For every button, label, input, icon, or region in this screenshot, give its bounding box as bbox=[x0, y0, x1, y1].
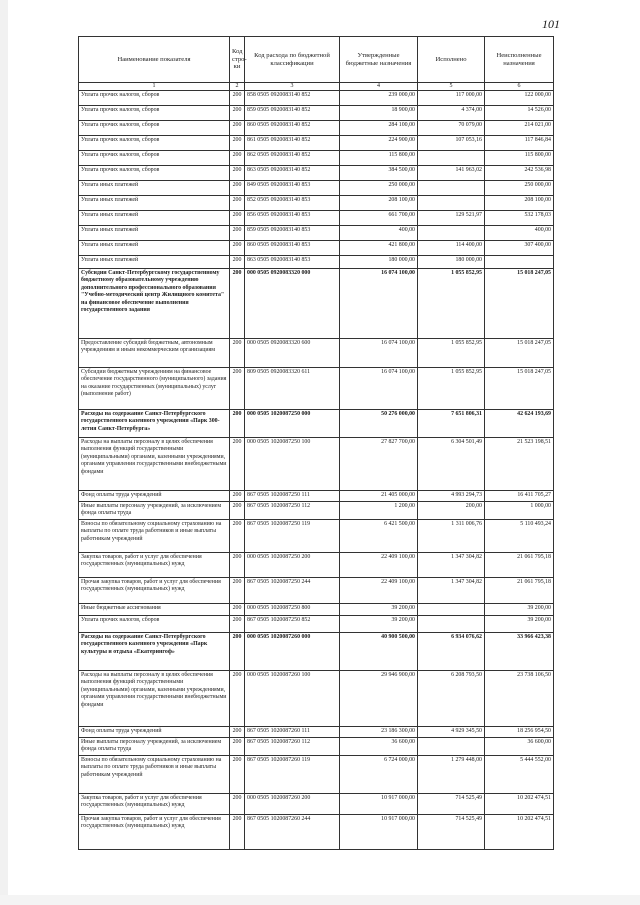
approved-amount-cell: 239 000,00 bbox=[340, 91, 418, 106]
approved-amount-cell: 208 100,00 bbox=[340, 196, 418, 211]
executed-amount-cell: 107 053,16 bbox=[418, 136, 485, 151]
indicator-name-cell: Иные бюджетные ассигнования bbox=[79, 604, 230, 616]
budget-code-cell: 867 0505 1020087260 112 bbox=[245, 738, 340, 756]
line-code-cell: 200 bbox=[230, 269, 245, 339]
table-row bbox=[79, 121, 554, 136]
approved-amount-cell: 29 946 900,00 bbox=[340, 671, 418, 727]
line-code-cell: 200 bbox=[230, 91, 245, 106]
line-code-cell: 200 bbox=[230, 151, 245, 166]
line-code-cell: 200 bbox=[230, 604, 245, 616]
budget-code-cell: 000 0505 1020087250 000 bbox=[245, 410, 340, 438]
page-number: 101 bbox=[542, 17, 560, 31]
budget-code-cell: 863 0505 0920083140 853 bbox=[245, 256, 340, 269]
table-row bbox=[79, 166, 554, 181]
executed-amount-cell bbox=[418, 226, 485, 241]
table-row bbox=[79, 727, 554, 738]
executed-amount-cell: 117 000,00 bbox=[418, 91, 485, 106]
indicator-name-cell: Уплата иных платежей bbox=[79, 181, 230, 196]
table-row bbox=[79, 211, 554, 226]
budget-code-cell: 867 0505 1020087250 244 bbox=[245, 578, 340, 604]
budget-code-cell: 867 0505 1020087250 112 bbox=[245, 502, 340, 520]
executed-amount-cell: 1 055 852,95 bbox=[418, 269, 485, 339]
indicator-name-cell: Субсидии Санкт-Петербургскому государственному бюджетному образовательному учреждению дополнительного профессионального образования "Учебно-методический центр Жилищного комитета" на финансовое обеспечение выполнения государственного задания bbox=[79, 269, 230, 339]
remaining-amount-cell: 18 256 954,50 bbox=[485, 727, 554, 738]
table-row bbox=[79, 502, 554, 520]
indicator-name-cell: Закупка товаров, работ и услуг для обеспечения государственных (муниципальных) нужд bbox=[79, 553, 230, 578]
indicator-name-cell: Субсидии бюджетным учреждениям на финансовое обеспечение государственного (муниципального) задания на оказание государственных (муниципальных) услуг (выполнение работ) bbox=[79, 368, 230, 410]
indicator-name-cell: Уплата иных платежей bbox=[79, 256, 230, 269]
executed-amount-cell bbox=[418, 196, 485, 211]
indicator-name-cell: Уплата иных платежей bbox=[79, 226, 230, 241]
approved-amount-cell: 27 827 700,00 bbox=[340, 438, 418, 491]
indicator-name-cell: Уплата прочих налогов, сборов bbox=[79, 121, 230, 136]
indicator-name-cell: Уплата прочих налогов, сборов bbox=[79, 166, 230, 181]
line-code-cell: 200 bbox=[230, 755, 245, 793]
budget-code-cell: 000 0505 0920083320 000 bbox=[245, 269, 340, 339]
table-row bbox=[79, 633, 554, 671]
indicator-name-cell: Фонд оплаты труда учреждений bbox=[79, 491, 230, 502]
approved-amount-cell: 36 600,00 bbox=[340, 738, 418, 756]
column-number: 1 bbox=[79, 83, 230, 91]
remaining-amount-cell: 21 523 198,51 bbox=[485, 438, 554, 491]
budget-execution-table bbox=[78, 36, 554, 850]
indicator-name-cell: Расходы на выплаты персоналу в целях обеспечения выполнения функций государственными (муниципальными) органами, казенными учреждениями, органами управления государственными внебюджетными фондами bbox=[79, 671, 230, 727]
remaining-amount-cell: 14 526,00 bbox=[485, 106, 554, 121]
table-row bbox=[79, 738, 554, 756]
remaining-amount-cell: 208 100,00 bbox=[485, 196, 554, 211]
line-code-cell: 200 bbox=[230, 226, 245, 241]
indicator-name-cell: Взносы по обязательному социальному страхованию на выплаты по оплате труда работников и иные выплаты работникам учреждений bbox=[79, 520, 230, 553]
table-row bbox=[79, 438, 554, 491]
line-code-cell: 200 bbox=[230, 502, 245, 520]
budget-code-cell: 862 0505 0920083140 852 bbox=[245, 151, 340, 166]
remaining-amount-cell: 15 018 247,05 bbox=[485, 269, 554, 339]
approved-amount-cell: 384 500,00 bbox=[340, 166, 418, 181]
budget-code-cell: 863 0505 0920083140 852 bbox=[245, 166, 340, 181]
line-code-cell: 200 bbox=[230, 671, 245, 727]
executed-amount-cell bbox=[418, 616, 485, 633]
approved-amount-cell: 421 800,00 bbox=[340, 241, 418, 256]
indicator-name-cell: Уплата иных платежей bbox=[79, 241, 230, 256]
remaining-amount-cell bbox=[485, 256, 554, 269]
remaining-amount-cell: 16 411 705,27 bbox=[485, 491, 554, 502]
line-code-cell: 200 bbox=[230, 241, 245, 256]
remaining-amount-cell: 36 600,00 bbox=[485, 738, 554, 756]
indicator-name-cell: Расходы на содержание Санкт-Петербургского государственного казенного учреждения «Парк 300-летия Санкт-Петербурга» bbox=[79, 410, 230, 438]
remaining-amount-cell: 15 018 247,05 bbox=[485, 339, 554, 368]
indicator-name-cell: Уплата прочих налогов, сборов bbox=[79, 151, 230, 166]
table-body bbox=[79, 91, 554, 850]
line-code-cell: 200 bbox=[230, 520, 245, 553]
budget-code-cell: 000 0505 0920083320 600 bbox=[245, 339, 340, 368]
budget-code-cell: 859 0505 0920083140 852 bbox=[245, 106, 340, 121]
table-row bbox=[79, 604, 554, 616]
approved-amount-cell: 1 200,00 bbox=[340, 502, 418, 520]
approved-amount-cell: 22 409 100,00 bbox=[340, 578, 418, 604]
header-name: Наименование показателя bbox=[79, 37, 230, 83]
table-header-row bbox=[79, 37, 554, 83]
indicator-name-cell: Предоставление субсидий бюджетным, автономным учреждениям и иным некоммерческим организациям bbox=[79, 339, 230, 368]
remaining-amount-cell: 21 061 795,18 bbox=[485, 553, 554, 578]
line-code-cell: 200 bbox=[230, 578, 245, 604]
approved-amount-cell: 6 724 000,00 bbox=[340, 755, 418, 793]
header-executed: Исполнено bbox=[418, 37, 485, 83]
executed-amount-cell: 129 521,97 bbox=[418, 211, 485, 226]
executed-amount-cell: 1 311 006,76 bbox=[418, 520, 485, 553]
budget-code-cell: 859 0505 0920083140 853 bbox=[245, 226, 340, 241]
approved-amount-cell: 39 200,00 bbox=[340, 604, 418, 616]
line-code-cell: 200 bbox=[230, 553, 245, 578]
executed-amount-cell: 180 000,00 bbox=[418, 256, 485, 269]
header-remaining: Неисполненные назначения bbox=[485, 37, 554, 83]
executed-amount-cell: 4 929 345,50 bbox=[418, 727, 485, 738]
line-code-cell: 200 bbox=[230, 410, 245, 438]
executed-amount-cell: 6 934 076,62 bbox=[418, 633, 485, 671]
executed-amount-cell: 6 208 793,50 bbox=[418, 671, 485, 727]
approved-amount-cell: 180 000,00 bbox=[340, 256, 418, 269]
budget-code-cell: 867 0505 1020087250 852 bbox=[245, 616, 340, 633]
remaining-amount-cell: 39 200,00 bbox=[485, 604, 554, 616]
remaining-amount-cell: 532 178,03 bbox=[485, 211, 554, 226]
table-row bbox=[79, 269, 554, 339]
executed-amount-cell: 1 347 304,82 bbox=[418, 578, 485, 604]
remaining-amount-cell: 115 800,00 bbox=[485, 151, 554, 166]
remaining-amount-cell: 33 966 423,38 bbox=[485, 633, 554, 671]
remaining-amount-cell: 5 110 493,24 bbox=[485, 520, 554, 553]
executed-amount-cell: 714 525,49 bbox=[418, 793, 485, 814]
line-code-cell: 200 bbox=[230, 738, 245, 756]
budget-code-cell: 852 0505 0920083140 853 bbox=[245, 196, 340, 211]
line-code-cell: 200 bbox=[230, 166, 245, 181]
line-code-cell: 200 bbox=[230, 196, 245, 211]
table-row bbox=[79, 578, 554, 604]
table-row bbox=[79, 814, 554, 849]
approved-amount-cell: 22 409 100,00 bbox=[340, 553, 418, 578]
executed-amount-cell bbox=[418, 738, 485, 756]
executed-amount-cell bbox=[418, 181, 485, 196]
remaining-amount-cell: 307 400,00 bbox=[485, 241, 554, 256]
line-code-cell: 200 bbox=[230, 136, 245, 151]
budget-code-cell: 861 0505 0920083140 852 bbox=[245, 136, 340, 151]
approved-amount-cell: 115 800,00 bbox=[340, 151, 418, 166]
remaining-amount-cell: 21 061 795,18 bbox=[485, 578, 554, 604]
line-code-cell: 200 bbox=[230, 339, 245, 368]
table-row bbox=[79, 241, 554, 256]
line-code-cell: 200 bbox=[230, 814, 245, 849]
indicator-name-cell: Прочая закупка товаров, работ и услуг для обеспечения государственных (муниципальных) нужд bbox=[79, 578, 230, 604]
table-row bbox=[79, 520, 554, 553]
executed-amount-cell: 714 525,49 bbox=[418, 814, 485, 849]
approved-amount-cell: 16 074 100,00 bbox=[340, 269, 418, 339]
executed-amount-cell: 1 055 852,95 bbox=[418, 339, 485, 368]
executed-amount-cell: 4 993 294,73 bbox=[418, 491, 485, 502]
budget-code-cell: 000 0505 1020087260 100 bbox=[245, 671, 340, 727]
line-code-cell: 200 bbox=[230, 256, 245, 269]
executed-amount-cell: 114 400,00 bbox=[418, 241, 485, 256]
line-code-cell: 200 bbox=[230, 106, 245, 121]
table-row bbox=[79, 616, 554, 633]
budget-code-cell: 809 0505 0920083320 611 bbox=[245, 368, 340, 410]
header-approved: Утвержденные бюджетные назначения bbox=[340, 37, 418, 83]
table-row bbox=[79, 196, 554, 211]
budget-code-cell: 867 0505 1020087260 111 bbox=[245, 727, 340, 738]
approved-amount-cell: 39 200,00 bbox=[340, 616, 418, 633]
executed-amount-cell bbox=[418, 604, 485, 616]
column-numbers-row bbox=[79, 83, 554, 91]
budget-code-cell: 867 0505 1020087250 119 bbox=[245, 520, 340, 553]
executed-amount-cell: 1 055 852,95 bbox=[418, 368, 485, 410]
approved-amount-cell: 6 421 500,00 bbox=[340, 520, 418, 553]
table-row bbox=[79, 755, 554, 793]
remaining-amount-cell: 42 624 193,69 bbox=[485, 410, 554, 438]
line-code-cell: 200 bbox=[230, 793, 245, 814]
budget-code-cell: 000 0505 1020087250 100 bbox=[245, 438, 340, 491]
table-row bbox=[79, 491, 554, 502]
remaining-amount-cell: 10 202 474,51 bbox=[485, 793, 554, 814]
scan-left-edge bbox=[0, 0, 8, 905]
table-row bbox=[79, 136, 554, 151]
table-row bbox=[79, 256, 554, 269]
line-code-cell: 200 bbox=[230, 438, 245, 491]
table-row bbox=[79, 368, 554, 410]
executed-amount-cell bbox=[418, 151, 485, 166]
executed-amount-cell: 70 079,00 bbox=[418, 121, 485, 136]
table-row bbox=[79, 151, 554, 166]
indicator-name-cell: Фонд оплаты труда учреждений bbox=[79, 727, 230, 738]
line-code-cell: 200 bbox=[230, 211, 245, 226]
approved-amount-cell: 16 074 100,00 bbox=[340, 339, 418, 368]
remaining-amount-cell: 242 536,98 bbox=[485, 166, 554, 181]
line-code-cell: 200 bbox=[230, 121, 245, 136]
approved-amount-cell: 224 900,00 bbox=[340, 136, 418, 151]
remaining-amount-cell: 117 846,84 bbox=[485, 136, 554, 151]
table-row bbox=[79, 226, 554, 241]
column-number: 3 bbox=[245, 83, 340, 91]
indicator-name-cell: Расходы на выплаты персоналу в целях обеспечения выполнения функций государственными (муниципальными) органами, казенными учреждениями, органами управления государственными внебюджетными фондами bbox=[79, 438, 230, 491]
budget-code-cell: 867 0505 1020087260 244 bbox=[245, 814, 340, 849]
remaining-amount-cell: 250 000,00 bbox=[485, 181, 554, 196]
budget-code-cell: 867 0505 1020087250 111 bbox=[245, 491, 340, 502]
indicator-name-cell: Уплата прочих налогов, сборов bbox=[79, 616, 230, 633]
indicator-name-cell: Уплата иных платежей bbox=[79, 211, 230, 226]
line-code-cell: 200 bbox=[230, 181, 245, 196]
line-code-cell: 200 bbox=[230, 368, 245, 410]
remaining-amount-cell: 122 000,00 bbox=[485, 91, 554, 106]
budget-code-cell: 000 0505 1020087260 200 bbox=[245, 793, 340, 814]
executed-amount-cell: 4 374,00 bbox=[418, 106, 485, 121]
executed-amount-cell: 6 304 501,49 bbox=[418, 438, 485, 491]
remaining-amount-cell: 39 200,00 bbox=[485, 616, 554, 633]
line-code-cell: 200 bbox=[230, 727, 245, 738]
approved-amount-cell: 23 186 300,00 bbox=[340, 727, 418, 738]
scan-bottom-edge bbox=[0, 895, 640, 905]
budget-code-cell: 856 0505 0920083140 853 bbox=[245, 211, 340, 226]
table-row bbox=[79, 339, 554, 368]
approved-amount-cell: 250 000,00 bbox=[340, 181, 418, 196]
indicator-name-cell: Прочая закупка товаров, работ и услуг для обеспечения государственных (муниципальных) нужд bbox=[79, 814, 230, 849]
remaining-amount-cell: 15 018 247,05 bbox=[485, 368, 554, 410]
remaining-amount-cell: 10 202 474,51 bbox=[485, 814, 554, 849]
line-code-cell: 200 bbox=[230, 633, 245, 671]
executed-amount-cell: 7 651 806,31 bbox=[418, 410, 485, 438]
table-row bbox=[79, 181, 554, 196]
remaining-amount-cell: 400,00 bbox=[485, 226, 554, 241]
table-row bbox=[79, 793, 554, 814]
budget-code-cell: 000 0505 1020087260 000 bbox=[245, 633, 340, 671]
executed-amount-cell: 200,00 bbox=[418, 502, 485, 520]
approved-amount-cell: 16 074 100,00 bbox=[340, 368, 418, 410]
column-number: 5 bbox=[418, 83, 485, 91]
indicator-name-cell: Расходы на содержание Санкт-Петербургского государственного казенного учреждения «Парк культуры и отдыха «Екатерингоф» bbox=[79, 633, 230, 671]
indicator-name-cell: Уплата прочих налогов, сборов bbox=[79, 136, 230, 151]
line-code-cell: 200 bbox=[230, 616, 245, 633]
budget-code-cell: 860 0505 0920083140 852 bbox=[245, 121, 340, 136]
remaining-amount-cell: 1 000,00 bbox=[485, 502, 554, 520]
approved-amount-cell: 10 917 000,00 bbox=[340, 814, 418, 849]
line-code-cell: 200 bbox=[230, 491, 245, 502]
budget-code-cell: 860 0505 0920083140 853 bbox=[245, 241, 340, 256]
table-row bbox=[79, 91, 554, 106]
budget-code-cell: 849 0505 0920083140 853 bbox=[245, 181, 340, 196]
indicator-name-cell: Иные выплаты персоналу учреждений, за исключением фонда оплаты труда bbox=[79, 502, 230, 520]
column-number: 4 bbox=[340, 83, 418, 91]
executed-amount-cell: 141 963,02 bbox=[418, 166, 485, 181]
executed-amount-cell: 1 347 304,82 bbox=[418, 553, 485, 578]
budget-code-cell: 000 0505 1020087250 200 bbox=[245, 553, 340, 578]
column-number: 6 bbox=[485, 83, 554, 91]
table-row bbox=[79, 553, 554, 578]
header-budget-code: Код расхода по бюджетной классификации bbox=[245, 37, 340, 83]
budget-code-cell: 858 0505 0920083140 852 bbox=[245, 91, 340, 106]
budget-code-cell: 000 0505 1020087250 800 bbox=[245, 604, 340, 616]
column-number: 2 bbox=[230, 83, 245, 91]
indicator-name-cell: Уплата прочих налогов, сборов bbox=[79, 106, 230, 121]
approved-amount-cell: 40 900 500,00 bbox=[340, 633, 418, 671]
indicator-name-cell: Закупка товаров, работ и услуг для обеспечения государственных (муниципальных) нужд bbox=[79, 793, 230, 814]
approved-amount-cell: 18 900,00 bbox=[340, 106, 418, 121]
budget-code-cell: 867 0505 1020087260 119 bbox=[245, 755, 340, 793]
approved-amount-cell: 50 276 000,00 bbox=[340, 410, 418, 438]
approved-amount-cell: 661 700,00 bbox=[340, 211, 418, 226]
executed-amount-cell: 1 279 448,00 bbox=[418, 755, 485, 793]
indicator-name-cell: Иные выплаты персоналу учреждений, за исключением фонда оплаты труда bbox=[79, 738, 230, 756]
indicator-name-cell: Взносы по обязательному социальному страхованию на выплаты по оплате труда работников и иные выплаты работникам учреждений bbox=[79, 755, 230, 793]
header-line-code: Код стро-ки bbox=[230, 37, 245, 83]
table-row bbox=[79, 671, 554, 727]
approved-amount-cell: 400,00 bbox=[340, 226, 418, 241]
remaining-amount-cell: 5 444 552,00 bbox=[485, 755, 554, 793]
indicator-name-cell: Уплата иных платежей bbox=[79, 196, 230, 211]
approved-amount-cell: 21 405 000,00 bbox=[340, 491, 418, 502]
approved-amount-cell: 284 100,00 bbox=[340, 121, 418, 136]
indicator-name-cell: Уплата прочих налогов, сборов bbox=[79, 91, 230, 106]
table-row bbox=[79, 106, 554, 121]
remaining-amount-cell: 214 021,00 bbox=[485, 121, 554, 136]
approved-amount-cell: 10 917 000,00 bbox=[340, 793, 418, 814]
table-row bbox=[79, 410, 554, 438]
remaining-amount-cell: 23 738 106,50 bbox=[485, 671, 554, 727]
